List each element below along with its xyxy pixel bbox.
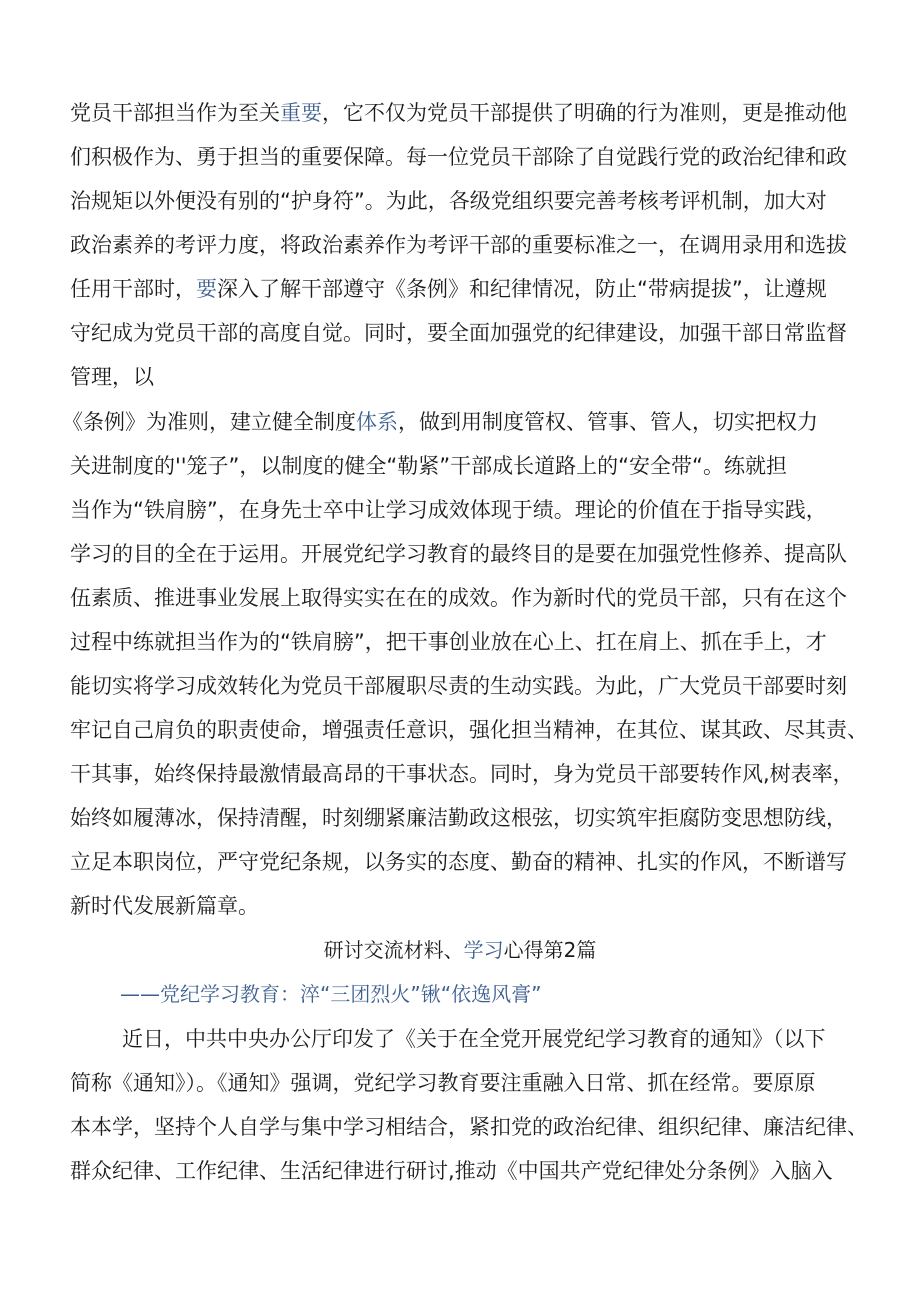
paragraph-line: 当作为“铁肩膀”，在身先士卒中让学习成效体现于绩。理论的价值在于指导实践， xyxy=(70,498,827,522)
text-run: 心得第2篇 xyxy=(503,938,597,962)
paragraph-line xyxy=(70,267,870,311)
paragraph-line: 管理，以 xyxy=(70,365,154,389)
section-title xyxy=(0,928,920,972)
paragraph-line: 过程中练就担当作为的“铁肩膀”，把干事创业放在心上、扛在肩上、抓在手上，才 xyxy=(70,630,827,654)
paragraph-line: 立足本职岗位，严守党纪条规，以务实的态度、勤奋的精神、扎实的作风，不断谱写 xyxy=(70,850,847,874)
paragraph-line: 政治素养的考评力度，将政治素养作为考评干部的重要标准之一，在调用录用和选拔 xyxy=(70,233,847,257)
paragraph-line: 群众纪律、工作纪律、生活纪律进行研讨,推动《中国共产党纪律处分条例》入脑入 xyxy=(70,1159,833,1183)
paragraph-line: 能切实将学习成效转化为党员干部履职尽责的生动实践。为此，广大党员干部要时刻 xyxy=(70,674,847,698)
paragraph-line: 简称《通知》）。《通知》强调，党纪学习教育要注重融入日常、抓在经常。要原原 xyxy=(70,1071,816,1095)
highlight-text: 学习 xyxy=(463,938,504,962)
paragraph-line: 学习的目的全在于运用。开展党纪学习教育的最终目的是要在加强党性修养、提高队 xyxy=(70,542,847,566)
paragraph-line: 们积极作为、勇于担当的重要保障。每一位党员干部除了自觉践行党的政治纪律和政 xyxy=(70,145,847,169)
text-run: 深入了解干部遵守《条例》和纪律情况，防止“带病提拔”，让遵规 xyxy=(217,277,827,301)
paragraph-line xyxy=(70,91,870,135)
paragraph-line: 干其事，始终保持最激情最高昂的干事状态。同时，身为党员干部要转作风,树表率， xyxy=(70,762,854,786)
paragraph-line: 关进制度的''笼子”，以制度的健全“勒紧”干部成长道路上的“安全带“。练就担 xyxy=(70,454,787,478)
paragraph-line: 治规矩以外便没有别的“护身符”。为此，各级党组织要完善考核考评机制，加大对 xyxy=(70,189,827,213)
highlight-text: 要 xyxy=(196,277,217,301)
paragraph-line: 本本学，坚持个人自学与集中学习相结合，紧扣党的政治纪律、组织纪律、廉洁纪律、 xyxy=(70,1115,868,1139)
paragraph-line: 伍素质、推进事业发展上取得实实在在的成效。作为新时代的党员干部，只有在这个 xyxy=(70,586,847,610)
paragraph-line: 新时代发展新篇章。 xyxy=(70,894,259,918)
paragraph-line: 近日，中共中央办公厅印发了《关于在全党开展党纪学习教育的通知》（以下 xyxy=(122,1027,826,1051)
paragraph-line xyxy=(62,400,870,444)
text-run: 党员干部担当作为至关 xyxy=(70,101,280,125)
text-run: ，它不仅为党员干部提供了明确的行为准则，更是推动他 xyxy=(322,101,847,125)
text-run: 任用干部时， xyxy=(70,277,196,301)
text-run: 研讨交流材料、 xyxy=(323,938,464,962)
paragraph-line: 守纪成为党员干部的高度自觉。同时，要全面加强党的纪律建设，加强干部日常监督 xyxy=(70,321,847,345)
highlight-text: 重要 xyxy=(280,101,322,125)
highlight-text: 体系 xyxy=(356,410,398,434)
paragraph-line: 始终如履薄冰，保持清醒，时刻绷紧廉洁勤政这根弦，切实筑牢拒腐防变思想防线， xyxy=(70,806,847,830)
text-run: ，做到用制度管权、管事、管人，切实把权力 xyxy=(398,410,818,434)
paragraph-line: 牢记自己肩负的职责使命，增强责任意识，强化担当精神，在其位、谋其政、尽其责、 xyxy=(70,718,868,742)
section-subtitle: ——党纪学习教育：淬“三团烈火”锹“依逸风膏” xyxy=(120,982,542,1006)
text-run: 《条例》为准则，建立健全制度 xyxy=(62,410,356,434)
